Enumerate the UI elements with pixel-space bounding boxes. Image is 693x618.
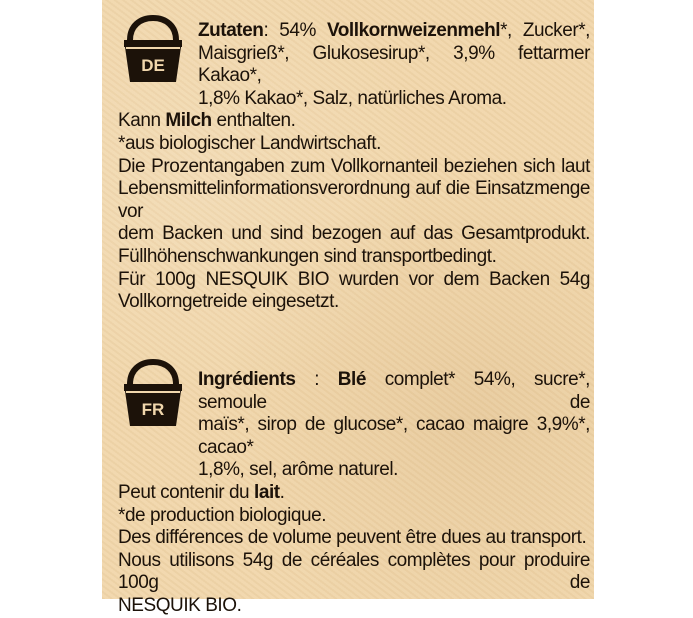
ingredients-de [118, 20, 590, 314]
allergen-fr-word: lait [254, 481, 280, 503]
main-ingredient-fr: Blé [337, 369, 366, 390]
volume-note-fr: Des différences de volume peuvent être dues au transport. [118, 527, 587, 549]
allergen-de [118, 110, 590, 133]
wholegrain-note-fr-2: NESQUIK BIO. [118, 594, 242, 616]
percentage-note-de-1: Die Prozentangaben zum Vollkornanteil beziehen sich laut [118, 155, 590, 177]
wholegrain-note-de-2: Vollkorngetreide eingesetzt. [118, 291, 339, 313]
organic-note-de: *aus biologischer Landwirtschaft. [118, 132, 381, 154]
ingredients-de-line1-rest: *, Zucker*, [500, 20, 590, 41]
allergen-de-suffix: enthalten. [211, 110, 296, 132]
allergen-fr-prefix: Peut contenir du [118, 481, 255, 503]
allergen-de-word: Milch [165, 110, 212, 132]
fill-note-de: Füllhöhenschwankungen sind transportbedingt. [118, 245, 497, 267]
ingredients-de-line1 [118, 20, 590, 43]
ingredients-fr-line2: maïs*, sirop de glucose*, cacao maigre 3,9%*, cacao* [198, 414, 590, 458]
percentage-note-de-2: Lebensmittelinformationsverordnung auf die Einsatzmenge vor [118, 178, 590, 222]
ingredients-de-line3: 1,8% Kakao*, Salz, natürliches Aroma. [198, 87, 507, 109]
heading-fr: Ingrédients [198, 369, 296, 390]
badge-label-fr: FR [141, 400, 165, 419]
allergen-de-prefix: Kann [118, 110, 166, 132]
heading-de: Zutaten [198, 20, 264, 41]
wholegrain-note-fr-1: Nous utilisons 54g de céréales complètes pour produire 100g de [118, 549, 590, 594]
wholegrain-note-de-1: Für 100g NESQUIK BIO wurden vor dem Backen 54g [118, 268, 590, 290]
ingredients-fr-line3: 1,8%, sel, arôme naturel. [198, 459, 398, 481]
organic-note-fr: *de production biologique. [118, 504, 327, 526]
badge-label-de: DE [141, 56, 165, 75]
ingredients-fr-line1-rest: complet* 54%, sucre*, semoule de [198, 369, 590, 413]
ingredients-fr-line1 [118, 369, 590, 414]
heading-fr-colon: : [295, 369, 338, 390]
ingredients-fr [118, 369, 590, 618]
allergen-fr [118, 482, 590, 505]
main-ingredient-de: Vollkornweizenmehl [326, 20, 501, 41]
ingredients-de-line2: Maisgrieß*, Glukosesirup*, 3,9% fettarmer Kakao*, [198, 42, 590, 87]
allergen-fr-suffix: . [279, 481, 285, 503]
percentage-note-de-3: dem Backen und sind bezogen auf das Gesamtprodukt. [118, 223, 590, 245]
heading-de-colon: : 54% [263, 20, 327, 41]
